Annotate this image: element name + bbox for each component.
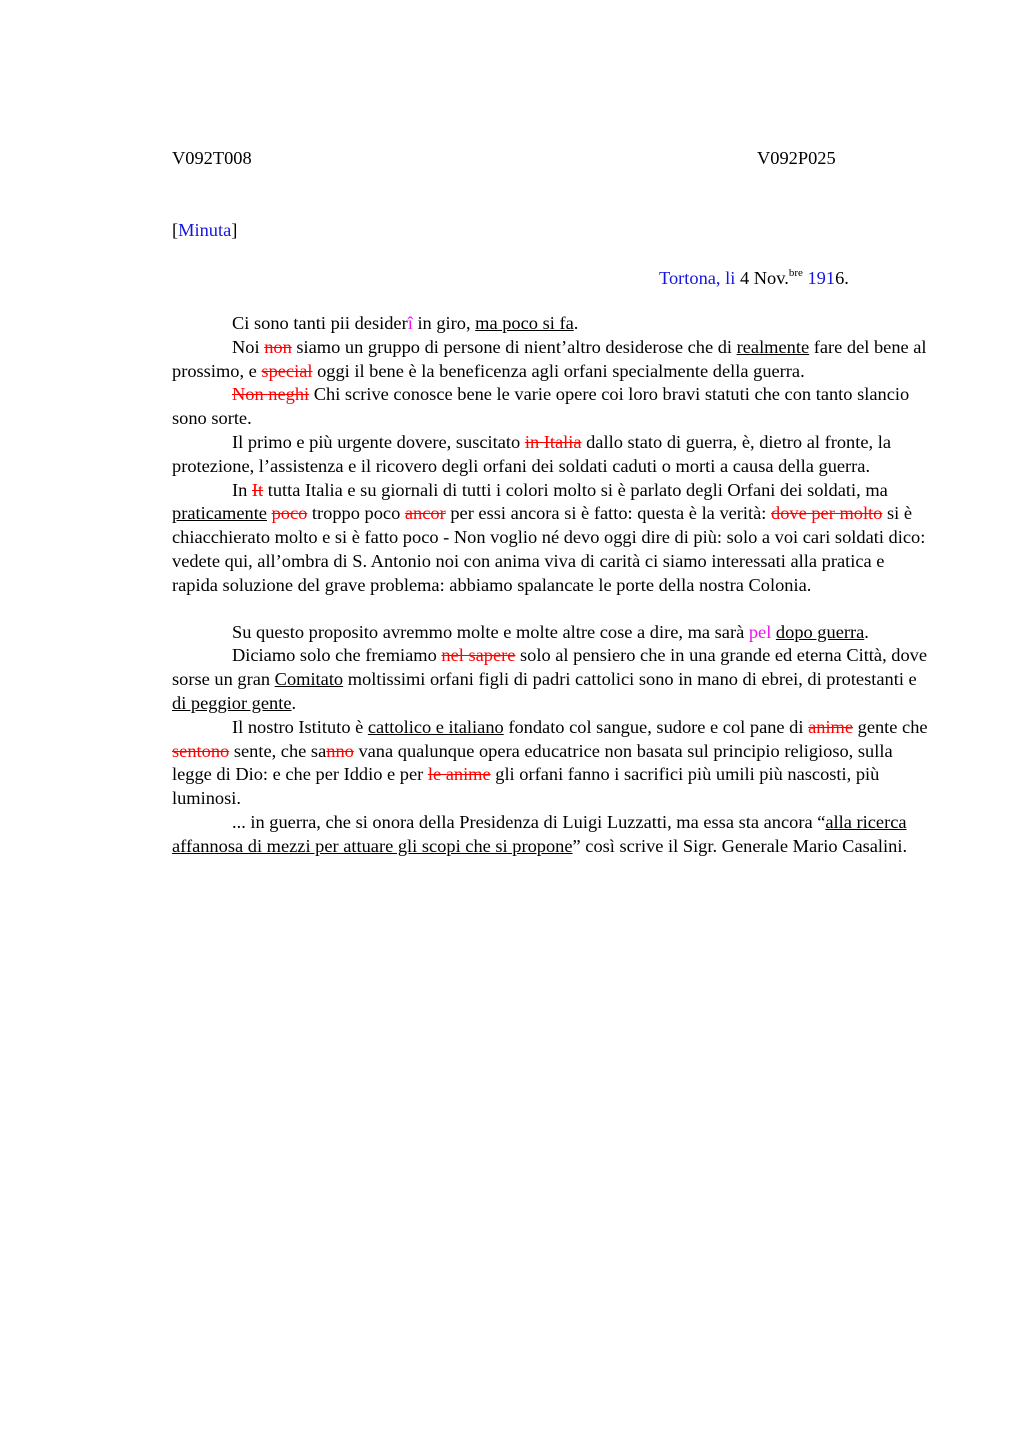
deleted-text: in Italia [524, 431, 582, 452]
text-run: sente, che sa [229, 740, 327, 761]
text-run: Chi scrive conosce bene le varie opere coi loro bravi statuti che con tanto slancio sono sorte. [172, 384, 910, 429]
underlined-text: ma poco si fa [475, 313, 574, 333]
paragraph [172, 621, 932, 645]
deleted-text: non [264, 336, 292, 357]
deleted-text: dove per molto [771, 503, 883, 524]
text-run: Il primo e più urgente dovere, suscitato [232, 431, 525, 452]
date-year: 191 [802, 268, 836, 288]
date-place: Tortona, li [659, 268, 736, 288]
text-run: dallo stato di guerra, è, dietro al fronte, la protezione, l’assistenza e il ricovero degli orfani dei soldati caduti o morti a causa della guerra. [172, 431, 891, 476]
text-run: Su questo proposito avremmo molte e molte altre cose a dire, ma sarà [232, 621, 749, 642]
underlined-text: Comitato [274, 669, 344, 690]
underlined-text: di peggior gente [172, 692, 292, 713]
paragraph [172, 644, 932, 715]
text-run: gente che [853, 716, 928, 737]
text-run: Ci sono tanti pii desider [232, 313, 408, 333]
document-code-left: V092T008 [172, 148, 252, 168]
underlined-text: cattolico e italiano [367, 716, 504, 737]
text-run: . [864, 621, 869, 642]
deleted-text: special [261, 360, 313, 381]
date-day-month: 4 Nov. [735, 268, 789, 288]
underlined-text: alla ricerca affannosa di mezzi per attuare gli scopi che si propone [172, 811, 907, 856]
deleted-text: anime [808, 716, 854, 737]
underlined-text: realmente [736, 336, 810, 357]
deleted-text: nel sapere [441, 645, 516, 666]
text-run: troppo poco [307, 503, 405, 524]
paragraph [172, 383, 932, 431]
text-run: In [232, 479, 252, 500]
text-run: Noi [232, 336, 265, 357]
text-run: Il nostro Istituto è [232, 716, 368, 737]
text-run: gli orfani fanno i sacrifici più umili più nascosti, più luminosi. [172, 764, 880, 809]
paragraph [172, 312, 932, 336]
text-run: moltissimi orfani figli di padri cattolici sono in mano di ebrei, di protestanti e [343, 669, 917, 690]
text-run: per essi ancora si è fatto: questa è la verità: [445, 503, 772, 524]
text-run: Diciamo solo che fremiamo [232, 645, 442, 666]
draft-label: [Minuta] [172, 220, 238, 240]
paragraph [172, 811, 932, 859]
text-run: fare del bene al prossimo, e [172, 336, 927, 381]
date-superscript: bre [788, 267, 803, 279]
draft-label-text: Minuta [178, 220, 232, 240]
deleted-text: It [251, 479, 264, 500]
deleted-text: poco [271, 503, 308, 524]
underlined-text: dopo guerra [775, 621, 865, 642]
date-line: Tortona, li 4 Nov.$^{bre}$ 1916. [659, 267, 849, 288]
text-run: ” così scrive il Sigr. Generale Mario Casalini. [572, 835, 908, 856]
letter-body [172, 312, 932, 859]
text-run: oggi il bene è la beneficenza agli orfani specialmente della guerra. [312, 360, 805, 381]
text-run: tutta Italia e su giornali di tutti i colori molto si è parlato degli Orfani dei soldati, ma [263, 479, 888, 500]
deleted-text: le anime [427, 764, 491, 785]
paragraph [172, 479, 932, 598]
text-run: . [291, 692, 297, 713]
document-code-right: V092P025 [757, 148, 836, 168]
deleted-text: nno [326, 740, 354, 761]
underlined-text: praticamente [172, 503, 267, 524]
paragraph [172, 431, 932, 479]
text-run: vana qualunque opera educatrice non basata sul principio religioso, sulla legge di Dio: e che per Iddio e per [172, 740, 893, 785]
inserted-text: î [407, 313, 413, 333]
paragraph [172, 716, 932, 811]
paragraph [172, 336, 932, 384]
text-run: in giro, [412, 313, 476, 333]
text-run: solo al pensiero che in una grande ed eterna Città, dove sorse un gran [172, 645, 928, 690]
deleted-text: sentono [172, 740, 230, 761]
deleted-text: Non neghi [232, 384, 310, 405]
inserted-text: pel [748, 621, 772, 642]
text-run: si è chiacchierato molto e si è fatto poco - Non voglio né devo oggi dire di più: solo a voi cari soldati dico: vedete qui, all’ombra di S. Antonio noi con anima viva di carità ci siamo interessati alla pratica e rapida soluzione del grave problema: abbiamo spalancate le porte della nostra Colonia. [172, 503, 926, 595]
text-run: ... in guerra, che si onora della Presidenza di Luigi Luzzatti, ma essa sta ancora “ [232, 811, 826, 832]
text-run: . [573, 313, 579, 333]
deleted-text: ancor [404, 503, 446, 524]
text-run: siamo un gruppo di persone di nient’altro desiderose che di [291, 336, 737, 357]
text-run: fondato col sangue, sudore e col pane di [503, 716, 809, 737]
